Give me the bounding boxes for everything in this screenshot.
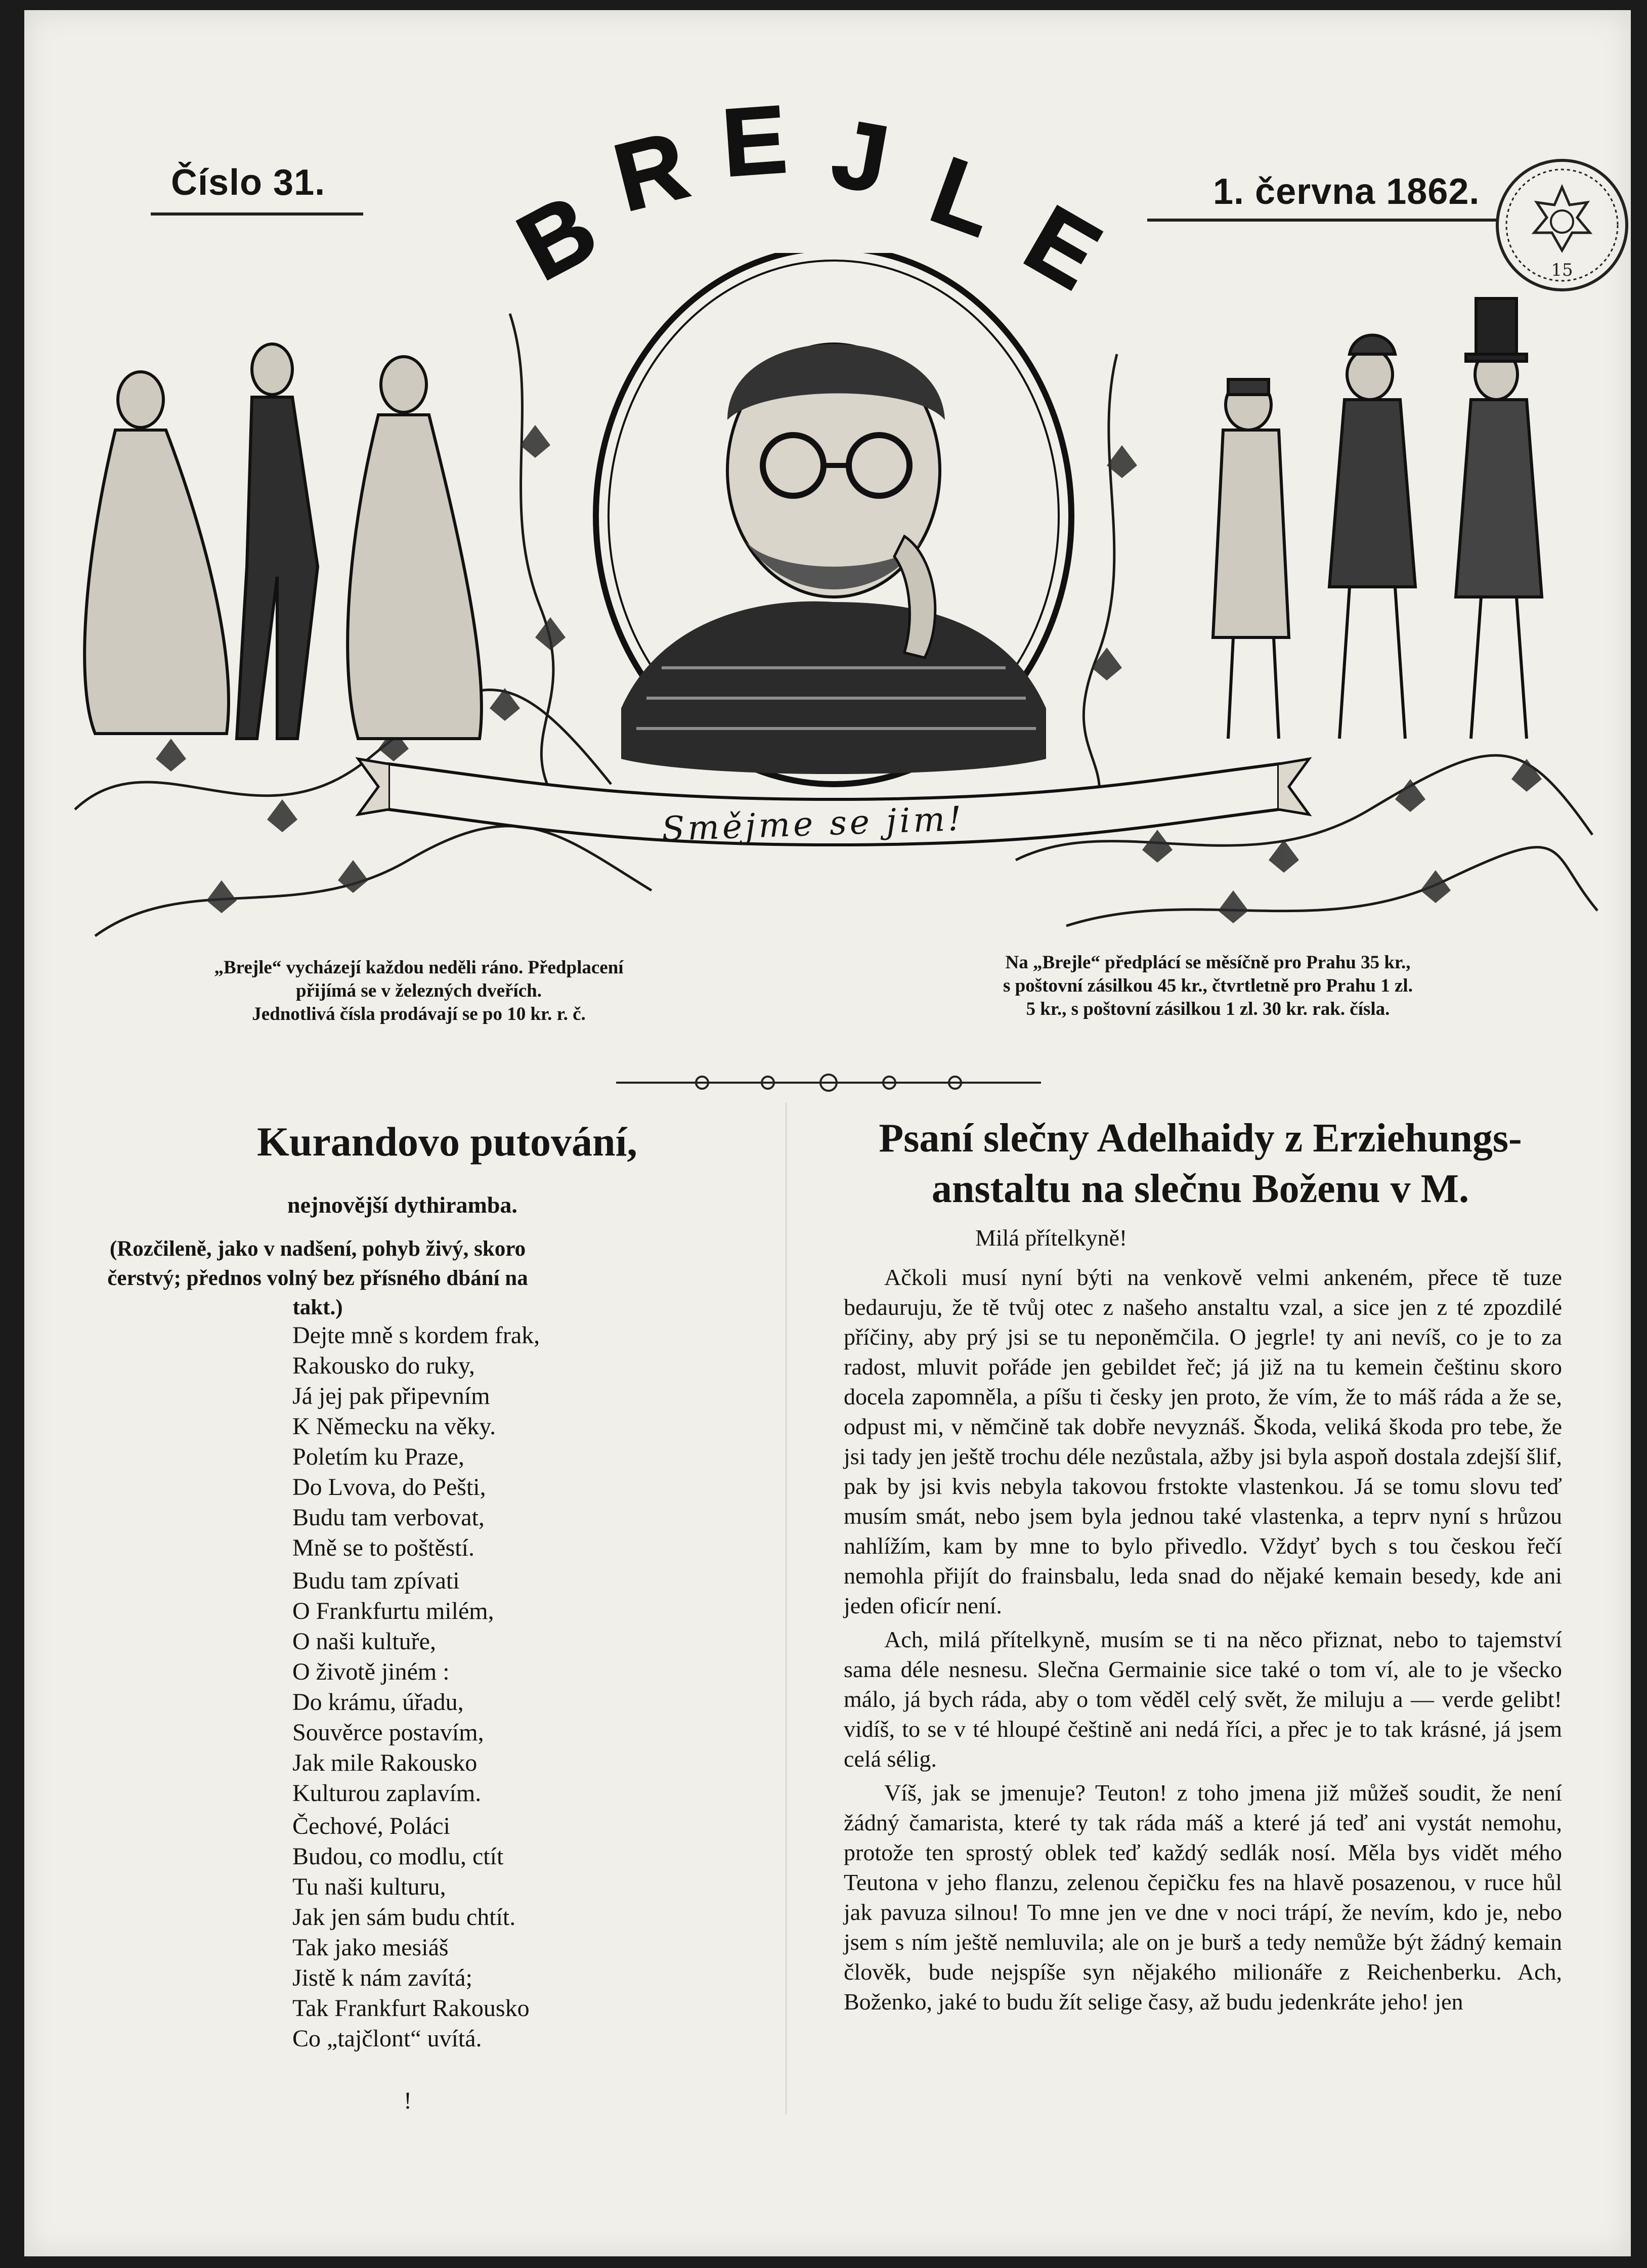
- newspaper-page: [24, 10, 1631, 2256]
- left-article-subtitle: nejnovější dythiramba.: [287, 1192, 517, 1218]
- poem-stanza-1: [292, 1320, 646, 1563]
- poem-line: Kulturou zaplavím.: [292, 1780, 482, 1807]
- poem-end-mark: !: [404, 2087, 412, 2114]
- letter-paragraph: Ach, milá přítelkyně, musím se ti na něco přiznat, nebo to tajemství sama déle nesnesu. Slečna Germainie sice také o tom ví, ale to je všecko málo, já bych ráda, aby o tom věděl celý svět, že miluju a — verde gelibt! vidíš, to se v té hloupé češtině ani nedá říci, a přec je to tak krásné, já jsem celá sélig.: [844, 1627, 1562, 1772]
- poem-line: Poletím ku Praze,: [292, 1443, 464, 1470]
- poem-line: Rakousko do ruky,: [292, 1352, 475, 1379]
- notice-right: [915, 951, 1501, 1021]
- poem-stanza-3: [292, 1811, 646, 2054]
- notice-left-line: přijímá se v železných dveřích.: [295, 980, 542, 1001]
- letter-paragraph: Víš, jak se jmenuje? Teuton! z toho jmena již můžeš soudit, že není žádný čamarista, které ty tak ráda máš a které já teď ani vystát nemohu, protože ten sprostý oblek teď každý sedlák nosí. Měla bys vidět mého Teutona v jeho flanzu, zelenou čepičku fes na hlavě posazenou, v ruce hůl jak pavuza silnou! To mne jen ve dne v noci trápí, že nevím, kdo je, nebo jsem s ním ještě nemluvila; ale on je burš a tedy nemůže být žádný kemain člověk, bude nejspíše syn nějakého milionáře z Reichenberku. Ach, Boženko, jaké to budu žít selige časy, až budu jedenkráte jeho! jen: [844, 1780, 1562, 2015]
- header-rule-left: [151, 212, 363, 216]
- notice-right-line: Na „Brejle“ předplácí se měsíčně pro Prahu 35 kr.,: [1005, 952, 1411, 973]
- stamp-value: 15: [1551, 260, 1573, 280]
- poem-line: Tu naši kulturu,: [292, 1873, 446, 1900]
- poem-line: Tak jako mesiáš: [292, 1934, 449, 1961]
- title-letter-j: J: [825, 99, 896, 214]
- poem-line: Dejte mně s kordem frak,: [292, 1322, 540, 1349]
- poem-stanza-2: [292, 1566, 646, 1809]
- notice-right-line: 5 kr., s poštovní zásilkou 1 zl. 30 kr. rak. čísla.: [1026, 999, 1390, 1019]
- poem-line: Do krámu, úřadu,: [292, 1689, 464, 1716]
- poem-line: Tak Frankfurt Rakousko: [292, 1995, 530, 2022]
- poem-line: Budou, co modlu, ctít: [292, 1843, 504, 1870]
- poem-line: Jak mile Rakousko: [292, 1749, 478, 1776]
- poem-line: Do Lvova, do Pešti,: [292, 1474, 486, 1501]
- poem-line: O životě jiném :: [292, 1658, 450, 1685]
- poem-line: Já jej pak připevním: [292, 1383, 490, 1409]
- poem-line: Souvěrce postavím,: [292, 1719, 484, 1746]
- issue-number: Číslo 31.: [171, 162, 326, 203]
- title-letter-b: B: [501, 174, 613, 301]
- ornamental-separator: [616, 1073, 1041, 1093]
- issue-date: 1. června 1862.: [1213, 172, 1480, 212]
- poem-line: O naši kultuře,: [292, 1628, 436, 1655]
- poem-line: Jak jen sám budu chtít.: [292, 1904, 516, 1931]
- letter-paragraph: Ačkoli musí nyní býti na venkově velmi ankeném, přece tě tuze bedauruju, že tě tvůj otec z našeho anstaltu vzal, a sice jen z té zpozdilé příčiny, aby prý jsi se tu neponěmčila. O jegrle! ty ani nevíš, co je to za radost, mluvit pořáde jen gebildet řeč; já již na tu kemein češtinu skoro docela zapomněla, a píšu ti česky jen proto, že vím, že to máš ráda a že se, odpust mi, v němčině tak dobře nevyznáš. Škoda, veliká škoda pro tebe, že jsi tady jen ještě trochu déle nezůstala, ažby jsi byla aspoň dostala zdejší šlif, pak by jsi kvis nebyla takovou frstokte vlastenkou. Já se tomu slovu teď musím smát, nebo jsem byla jednou také vlastenka, a teprv nyní s hrůzou nahlížím, kam by mne to bylo přivedlo. Vždyť bych s tou českou řečí nemohla přijít do frainsbalu, leda snad do nějaké kemain besedy, kde ani jeden oficír není.: [844, 1264, 1562, 1618]
- notice-left-line: „Brejle“ vycházejí každou neděli ráno. Předplacení: [214, 957, 624, 978]
- title-letter-e: E: [718, 85, 790, 197]
- poem-line: O Frankfurtu milém,: [292, 1598, 494, 1624]
- title-letter-l: L: [918, 136, 1010, 258]
- notice-left: [191, 956, 646, 1026]
- left-article-title: Kurandovo putování,: [257, 1119, 637, 1165]
- header-rule-right: [1147, 219, 1496, 222]
- title-letter-e2: E: [1008, 185, 1118, 310]
- letter-greeting: Milá přítelkyně!: [975, 1225, 1128, 1251]
- title-letter-r: R: [604, 111, 698, 232]
- poem-line: Budu tam verbovat,: [292, 1504, 485, 1531]
- right-article-title: Psaní slečny Adelhaidy z Erziehungs-anstaltu na slečnu Boženu v M.: [879, 1116, 1522, 1211]
- poem-line: K Německu na věky.: [292, 1413, 496, 1440]
- notice-right-line: s poštovní zásilkou 45 kr., čtvrtletně pro Prahu 1 zl.: [1003, 975, 1413, 996]
- poem-line: Budu tam zpívati: [292, 1567, 460, 1594]
- column-gutter: [786, 1103, 787, 2115]
- poem-line: Čechové, Poláci: [292, 1813, 450, 1839]
- poem-line: Mně se to poštěstí.: [292, 1534, 474, 1561]
- letter-body: [844, 1262, 1562, 2021]
- left-article-intro: (Rozčileně, jako v nadšení, pohyb živý, skoro čerstvý; přednos volný bez přísného dbání na takt.): [107, 1237, 528, 1319]
- motto-banner: Smějme se jim!: [661, 799, 965, 849]
- poem-line: Co „tajčlont“ uvítá.: [292, 2025, 482, 2052]
- notice-left-line: Jednotlivá čísla prodávají se po 10 kr. r. č.: [252, 1004, 586, 1024]
- poem-line: Jistě k nám zavítá;: [292, 1964, 472, 1991]
- masthead-illustration: [55, 253, 1613, 976]
